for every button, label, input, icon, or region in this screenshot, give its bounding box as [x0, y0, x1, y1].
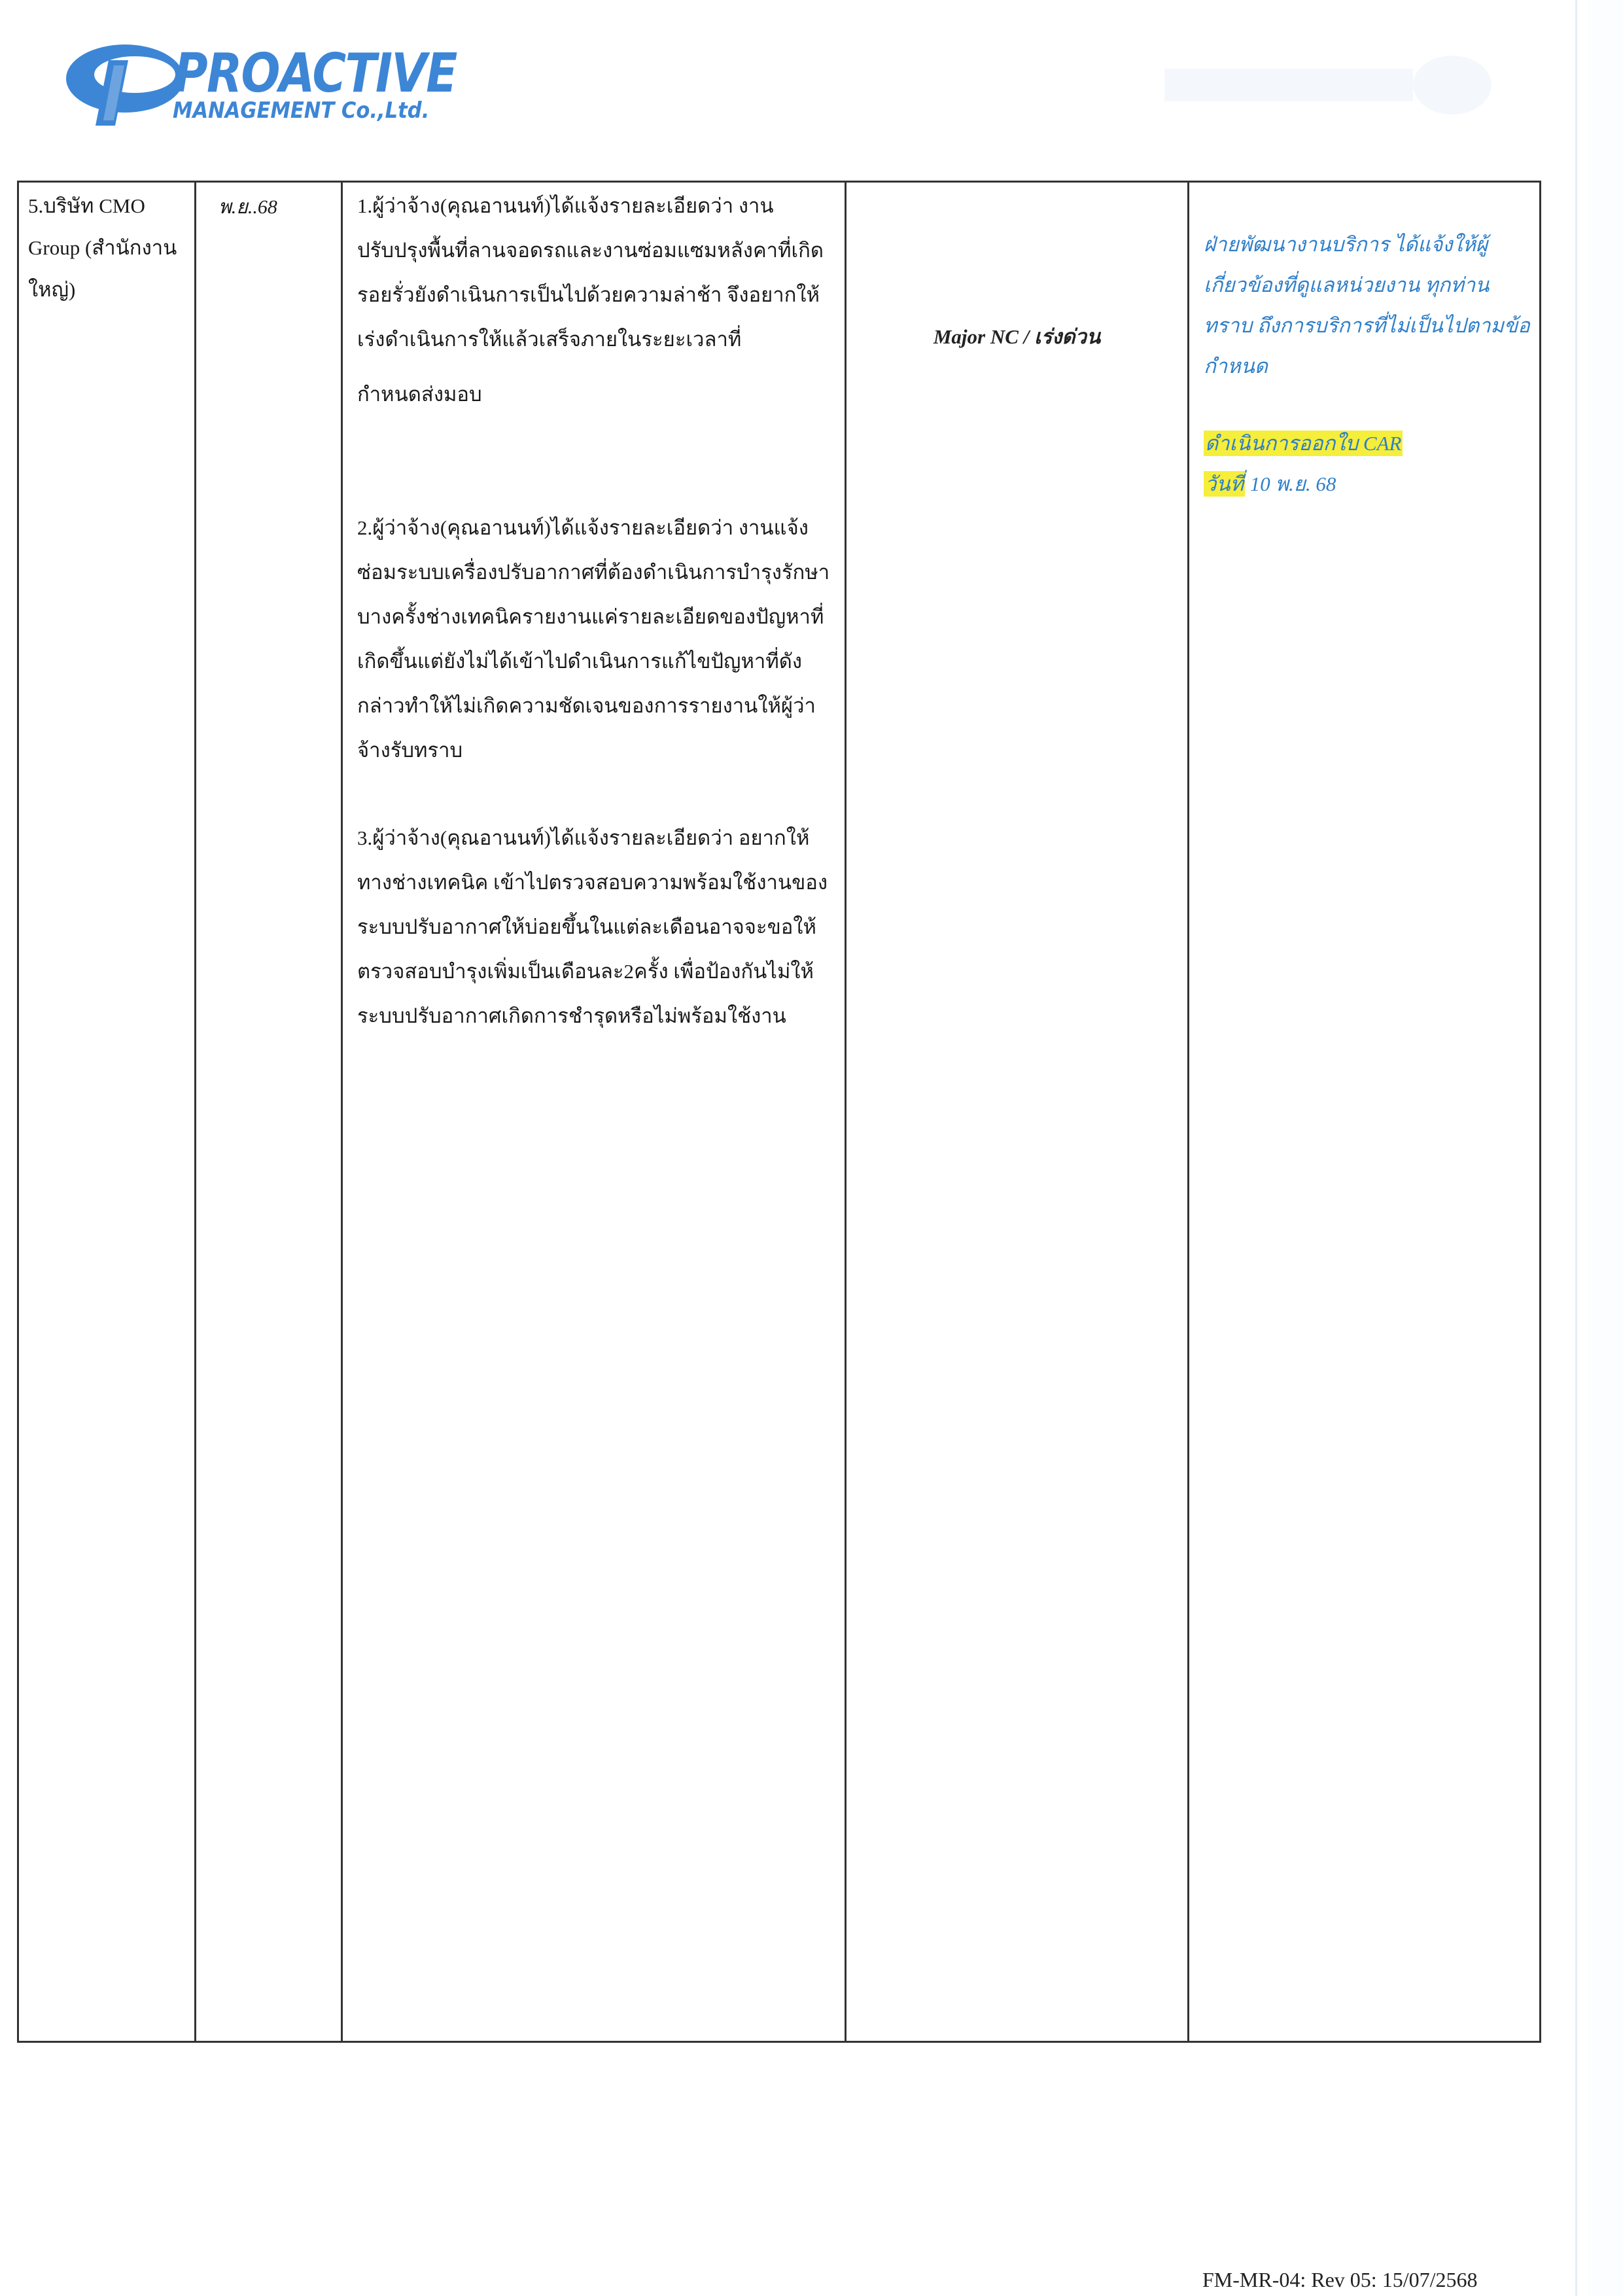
- severity-level: Major NC / เร่งด่วน: [933, 325, 1101, 348]
- logo-subtitle: MANAGEMENT Co.,Ltd.: [173, 97, 430, 124]
- car-issued-text: ดำเนินการออกใบ CAR: [1205, 432, 1402, 455]
- complaint-item-1: 1.ผู้ว่าจ้าง(คุณอานนท์)ได้แจ้งรายละเอียดว่า งานปรับปรุงพื้นที่ลานจอดรถและงานซ่อมแซมหลังคาที่เกิดรอยรั่วยังดำเนินการเป็นไปด้วยความล่าช้า จึงอยากให้เร่งดำเนินการให้แล้วเสร็จภายในระยะเวลาที่: [357, 194, 824, 351]
- logo-wordmark: PROACTIVE: [174, 43, 457, 105]
- car-action: [1204, 423, 1537, 504]
- scan-margin: [1588, 0, 1623, 2296]
- complaint-item-2: 2.ผู้ว่าจ้าง(คุณอานนท์)ได้แจ้งรายละเอียดว่า งานแจ้งซ่อมระบบเครื่องปรับอากาศที่ต้องดำเนินการบำรุงรักษา บางครั้งช่างเทคนิครายงานแค่รายละเอียดของปัญหาที่เกิดขึ้นแต่ยังไม่ได้เข้าไปดำเนินการแก้ไขปัญหาที่ดังกล่าวทำให้ไม่เกิดความชัดเจนของการรายงานให้ผู้ว่าจ้างรับทราบ: [357, 516, 830, 762]
- company-cell: [19, 183, 194, 2041]
- date-cell: [194, 183, 341, 2041]
- action-cell: [1187, 183, 1543, 2041]
- scan-edge-line: [1575, 0, 1577, 2296]
- company-name: 5.บริษัท CMO Group (สำนักงานใหญ่): [28, 194, 177, 301]
- car-date-label: วันที่: [1205, 472, 1244, 495]
- detail-cell: [341, 183, 845, 2041]
- car-date-value: 10 พ.ย. 68: [1249, 472, 1336, 495]
- action-notice: ฝ่ายพัฒนางานบริการ ได้แจ้งให้ผู้เกี่ยวข้องที่ดูแลหน่วยงาน ทุกท่านทราบ ถึงการบริการที่ไม่เป็นไปตามข้อกำหนด: [1204, 233, 1530, 378]
- report-table: [17, 181, 1541, 2043]
- form-code: FM-MR-04: Rev 05: 15/07/2568: [1202, 2268, 1478, 2291]
- complaint-item-3: 3.ผู้ว่าจ้าง(คุณอานนท์)ได้แจ้งรายละเอียดว่า อยากให้ทางช่างเทคนิค เข้าไปตรวจสอบความพร้อมใช้งานของระบบปรับอากาศให้บ่อยขึ้นในแต่ละเดือนอาจจะขอให้ตรวจสอบบำรุงเพิ่มเป็นเดือนละ2ครั้ง เพื่อป้องกันไม่ให้ระบบปรับอากาศเกิดการชำรุดหรือไม่พร้อมใช้งาน: [357, 826, 828, 1027]
- severity-cell: [845, 183, 1187, 2041]
- company-logo: [63, 34, 457, 132]
- deadline-label: กำหนดส่งมอบ: [357, 383, 482, 406]
- report-date: พ.ย..68: [218, 196, 277, 218]
- faint-watermark-icon: [1158, 46, 1498, 124]
